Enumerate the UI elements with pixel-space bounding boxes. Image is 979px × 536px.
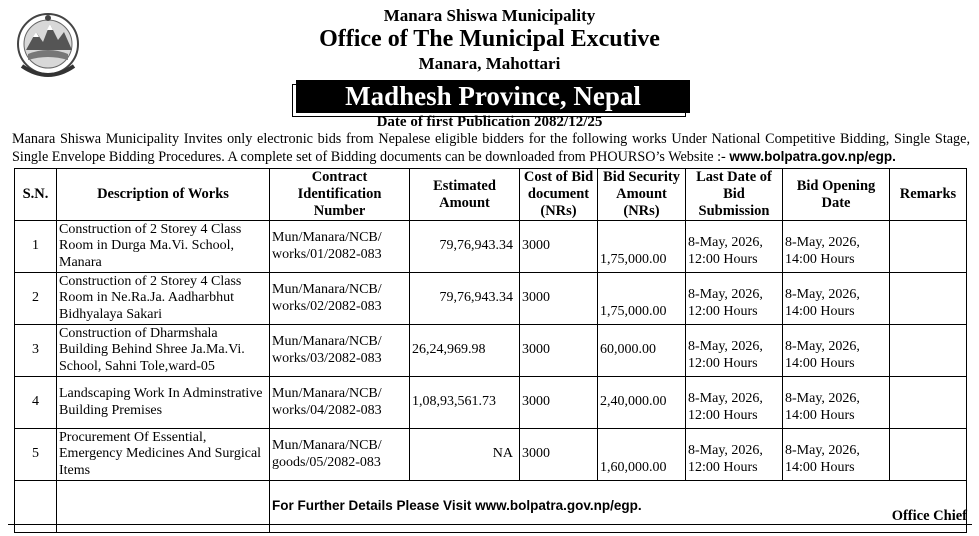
bid-table	[14, 168, 967, 533]
cell-description: Construction of 2 Storey 4 Class Room in Durga Ma.Vi. School, Manara	[57, 221, 270, 273]
cell-opening-date: 8-May, 2026, 14:00 Hours	[783, 273, 890, 325]
signature-office-chief: Office Chief	[891, 508, 967, 524]
cell-estimated-amount: 79,76,943.34	[410, 221, 520, 273]
header-estimated-amount: Estimated Amount	[410, 169, 520, 221]
bottom-divider	[8, 524, 972, 525]
cell-opening-date: 8-May, 2026, 14:00 Hours	[783, 221, 890, 273]
table-header-row	[15, 169, 967, 221]
cell-sn: 4	[15, 377, 57, 429]
cell-estimated-amount: NA	[410, 429, 520, 481]
cell-opening-date: 8-May, 2026, 14:00 Hours	[783, 429, 890, 481]
cell-estimated-amount: 26,24,969.98	[410, 325, 520, 377]
cell-description: Construction of Dharmshala Building Behind Shree Ja.Ma.Vi. School, Sahni Tole,ward-05	[57, 325, 270, 377]
header-remarks: Remarks	[890, 169, 967, 221]
header-sn: S.N.	[15, 169, 57, 221]
table-row	[15, 221, 967, 273]
cell-last-date: 8-May, 2026, 12:00 Hours	[686, 377, 783, 429]
cell-opening-date: 8-May, 2026, 14:00 Hours	[783, 325, 890, 377]
cell-estimated-amount: 79,76,943.34	[410, 273, 520, 325]
table-row	[15, 325, 967, 377]
cell-remarks	[890, 273, 967, 325]
intro-paragraph	[12, 131, 970, 166]
cell-bid-security: 60,000.00	[598, 325, 686, 377]
intro-text: Manara Shiswa Municipality Invites only electronic bids from Nepalese eligible bidders for the following works Under National Competitive Bidding, Single Stage, Single Envelope Bidding Procedures. A complete set of Bidding documents can be downloaded from PHOURSO’s Website :-	[12, 131, 970, 165]
header-bid-security: Bid Security Amount (NRs)	[598, 169, 686, 221]
table-row	[15, 429, 967, 481]
cell-bid-security: 1,75,000.00	[598, 221, 686, 273]
intro-website-link[interactable]: www.bolpatra.gov.np/egp.	[729, 149, 896, 164]
municipality-name: Manara Shiswa Municipality	[383, 6, 596, 25]
cell-estimated-amount: 1,08,93,561.73	[410, 377, 520, 429]
cell-remarks	[890, 377, 967, 429]
cell-bid-document-cost: 3000	[520, 273, 598, 325]
cell-contract-id: Mun/Manara/NCB/ works/02/2082-083	[270, 273, 410, 325]
cell-contract-id: Mun/Manara/NCB/ goods/05/2082-083	[270, 429, 410, 481]
table-row	[15, 273, 967, 325]
cell-bid-security: 1,75,000.00	[598, 273, 686, 325]
cell-last-date: 8-May, 2026, 12:00 Hours	[686, 429, 783, 481]
header-opening-date: Bid Opening Date	[783, 169, 890, 221]
cell-sn: 3	[15, 325, 57, 377]
header-bid-document-cost: Cost of Bid document (NRs)	[520, 169, 598, 221]
cell-description: Landscaping Work In Adminstrative Building Premises	[57, 377, 270, 429]
cell-bid-document-cost: 3000	[520, 221, 598, 273]
cell-last-date: 8-May, 2026, 12:00 Hours	[686, 273, 783, 325]
office-title: Office of The Municipal Excutive	[319, 26, 660, 52]
publication-date: Date of first Publication 2082/12/25	[376, 114, 603, 130]
header-last-date: Last Date of Bid Submission	[686, 169, 783, 221]
cell-description: Construction of 2 Storey 4 Class Room in Ne.Ra.Ja. Aadharbhut Bidhyalaya Sakari	[57, 273, 270, 325]
cell-description: Procurement Of Essential, Emergency Medicines And Surgical Items	[57, 429, 270, 481]
cell-contract-id: Mun/Manara/NCB/ works/03/2082-083	[270, 325, 410, 377]
province-banner: Madhesh Province, Nepal	[296, 80, 690, 113]
cell-bid-document-cost: 3000	[520, 325, 598, 377]
cell-sn: 5	[15, 429, 57, 481]
cell-remarks	[890, 221, 967, 273]
cell-last-date: 8-May, 2026, 12:00 Hours	[686, 221, 783, 273]
header-contract-id: Contract Identification Number	[270, 169, 410, 221]
cell-remarks	[890, 325, 967, 377]
cell-contract-id: Mun/Manara/NCB/ works/04/2082-083	[270, 377, 410, 429]
cell-bid-security: 1,60,000.00	[598, 429, 686, 481]
header-description: Description of Works	[57, 169, 270, 221]
cell-bid-security: 2,40,000.00	[598, 377, 686, 429]
cell-opening-date: 8-May, 2026, 14:00 Hours	[783, 377, 890, 429]
cell-last-date: 8-May, 2026, 12:00 Hours	[686, 325, 783, 377]
cell-bid-document-cost: 3000	[520, 429, 598, 481]
table-row	[15, 377, 967, 429]
cell-bid-document-cost: 3000	[520, 377, 598, 429]
cell-sn: 1	[15, 221, 57, 273]
office-location: Manara, Mahottari	[418, 54, 561, 73]
cell-remarks	[890, 429, 967, 481]
cell-contract-id: Mun/Manara/NCB/ works/01/2082-083	[270, 221, 410, 273]
cell-sn: 2	[15, 273, 57, 325]
footer-note: For Further Details Please Visit www.bolpatra.gov.np/egp.	[270, 481, 967, 533]
